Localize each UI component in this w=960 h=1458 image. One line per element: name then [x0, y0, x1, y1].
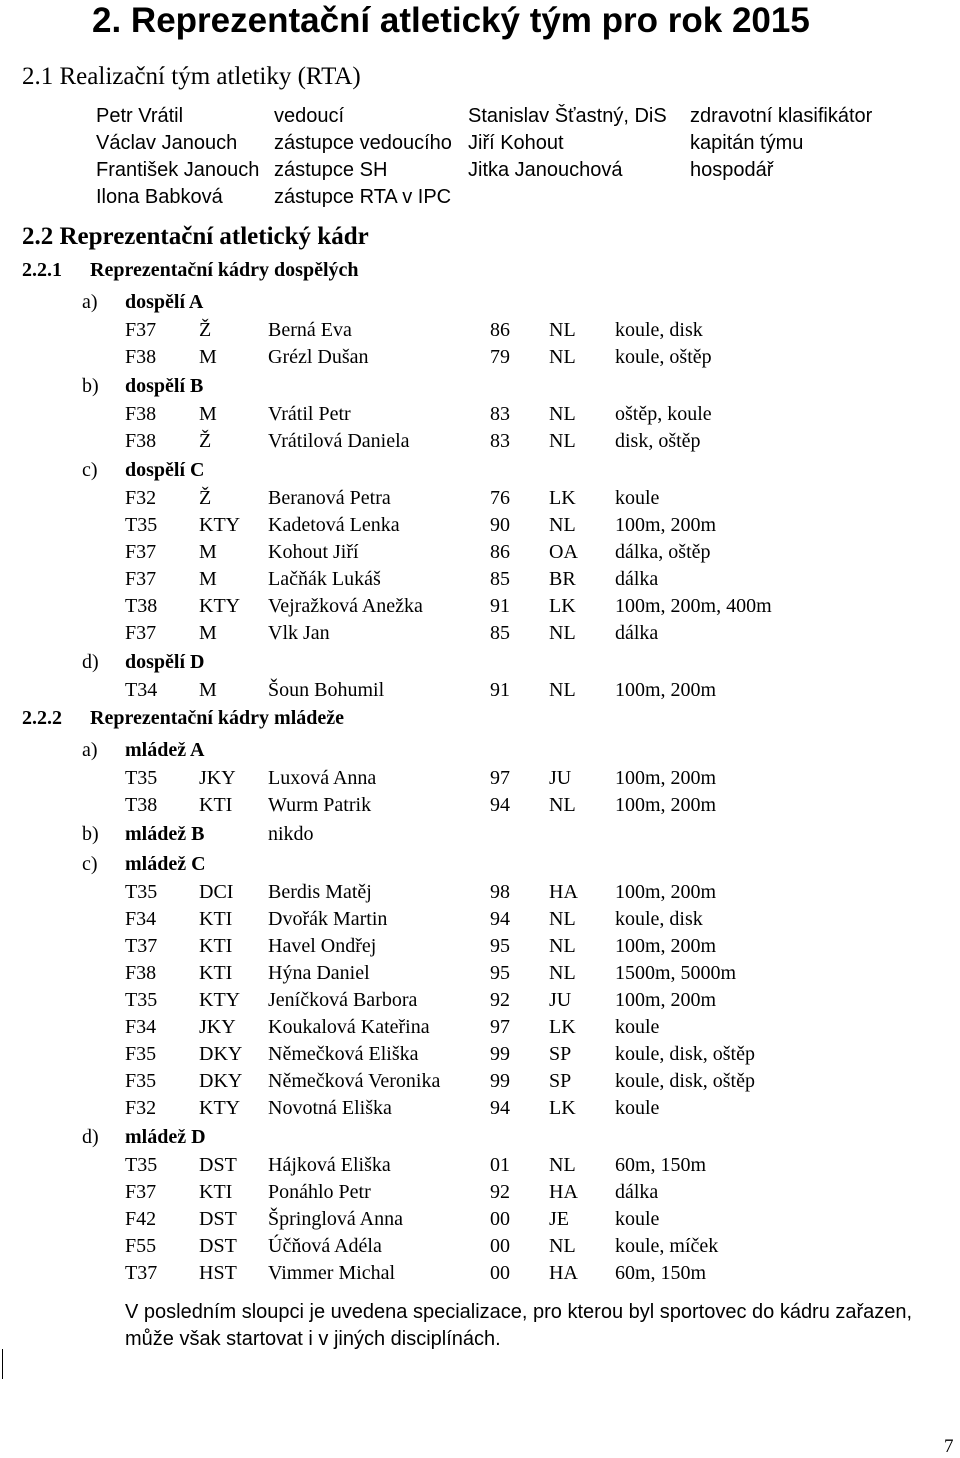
club-cell: NL — [549, 908, 576, 930]
group-name: dospělí D — [125, 651, 205, 673]
staff-role: zástupce SH — [274, 159, 388, 181]
gender-cell: DCI — [199, 881, 234, 903]
athlete-row — [0, 428, 960, 455]
birth-year-cell: 86 — [490, 541, 510, 563]
discipline-cell: koule, disk, oštěp — [615, 1070, 755, 1092]
gender-cell: KTY — [199, 514, 241, 536]
staff-name: Jitka Janouchová — [468, 159, 623, 181]
discipline-cell: 100m, 200m — [615, 935, 717, 957]
discipline-cell: 60m, 150m — [615, 1262, 707, 1284]
club-cell: LK — [549, 595, 576, 617]
text-cursor — [2, 1349, 3, 1379]
discipline-cell: koule, disk, oštěp — [615, 1043, 755, 1065]
athlete-name-cell: Luxová Anna — [268, 767, 377, 789]
club-cell: NL — [549, 430, 576, 452]
squad-group — [0, 820, 960, 849]
gender-cell: KTY — [199, 989, 241, 1011]
club-cell: HA — [549, 1181, 578, 1203]
class-cell: F35 — [125, 1043, 157, 1065]
discipline-cell: koule, oštěp — [615, 346, 712, 368]
gender-cell: Ž — [199, 487, 212, 509]
athlete-row — [0, 879, 960, 906]
athlete-row — [0, 317, 960, 344]
club-cell: NL — [549, 319, 576, 341]
section-number: 2.2.1 — [22, 259, 62, 281]
group-heading — [0, 372, 960, 401]
class-cell: F55 — [125, 1235, 157, 1257]
group-letter: a) — [82, 291, 98, 313]
discipline-cell: oštěp, koule — [615, 403, 712, 425]
athlete-name-cell: Kadetová Lenka — [268, 514, 400, 536]
club-cell: BR — [549, 568, 576, 590]
gender-cell: DST — [199, 1235, 237, 1257]
gender-cell: DKY — [199, 1043, 243, 1065]
class-cell: F37 — [125, 622, 157, 644]
club-cell: JE — [549, 1208, 569, 1230]
athlete-row — [0, 1233, 960, 1260]
athlete-row — [0, 593, 960, 620]
club-cell: SP — [549, 1043, 572, 1065]
discipline-cell: koule — [615, 1016, 660, 1038]
athlete-row — [0, 1206, 960, 1233]
birth-year-cell: 00 — [490, 1262, 510, 1284]
gender-cell: M — [199, 403, 217, 425]
athlete-row — [0, 765, 960, 792]
athlete-row — [0, 933, 960, 960]
section-title: Reprezentační kádry mládeže — [90, 707, 345, 729]
staff-name: Petr Vrátil — [96, 105, 184, 127]
class-cell: T34 — [125, 679, 158, 701]
birth-year-cell: 94 — [490, 908, 510, 930]
group-letter: d) — [82, 1126, 99, 1148]
staff-name: Jiří Kohout — [468, 132, 564, 154]
staff-name: František Janouch — [96, 159, 260, 181]
page-number: 7 — [944, 1436, 954, 1457]
athlete-row — [0, 1068, 960, 1095]
group-letter: d) — [82, 651, 99, 673]
club-cell: NL — [549, 962, 576, 984]
athlete-name-cell: Vrátilová Daniela — [268, 430, 410, 452]
staff-role: hospodář — [690, 159, 774, 181]
discipline-cell: koule — [615, 1097, 660, 1119]
staff-role: zástupce RTA v IPC — [274, 186, 452, 208]
group-name: dospělí C — [125, 459, 205, 481]
staff-role: zástupce vedoucího — [274, 132, 452, 154]
athlete-name-cell: Účňová Adéla — [268, 1235, 382, 1257]
page-title: 2. Reprezentační atletický tým pro rok 2015 — [92, 1, 810, 40]
class-cell: F42 — [125, 1208, 157, 1230]
group-note: nikdo — [268, 823, 314, 845]
athlete-row — [0, 512, 960, 539]
athlete-name-cell: Vimmer Michal — [268, 1262, 396, 1284]
class-cell: F32 — [125, 487, 157, 509]
group-name: mládež A — [125, 739, 205, 761]
class-cell: F38 — [125, 346, 157, 368]
athlete-row — [0, 620, 960, 647]
squad-group — [0, 372, 960, 455]
club-cell: JU — [549, 989, 572, 1011]
discipline-cell: koule — [615, 1208, 660, 1230]
group-name: mládež D — [125, 1126, 206, 1148]
discipline-cell: koule, disk — [615, 319, 703, 341]
class-cell: F34 — [125, 1016, 157, 1038]
squad-group — [0, 456, 960, 647]
club-cell: JU — [549, 767, 572, 789]
athlete-name-cell: Grézl Dušan — [268, 346, 369, 368]
staff-role: kapitán týmu — [690, 132, 804, 154]
gender-cell: DST — [199, 1208, 237, 1230]
athlete-row — [0, 987, 960, 1014]
gender-cell: DKY — [199, 1070, 243, 1092]
group-letter: b) — [82, 375, 99, 397]
gender-cell: KTI — [199, 935, 233, 957]
staff-name: Stanislav Šťastný, DiS — [468, 105, 667, 127]
class-cell: F38 — [125, 430, 157, 452]
athlete-name-cell: Beranová Petra — [268, 487, 391, 509]
birth-year-cell: 83 — [490, 403, 510, 425]
gender-cell: KTI — [199, 794, 233, 816]
gender-cell: Ž — [199, 430, 212, 452]
club-cell: NL — [549, 679, 576, 701]
group-letter: b) — [82, 823, 99, 845]
athlete-name-cell: Jeníčková Barbora — [268, 989, 418, 1011]
birth-year-cell: 92 — [490, 1181, 510, 1203]
athlete-name-cell: Hýna Daniel — [268, 962, 370, 984]
class-cell: T37 — [125, 935, 158, 957]
birth-year-cell: 90 — [490, 514, 510, 536]
athlete-name-cell: Berná Eva — [268, 319, 352, 341]
class-cell: T38 — [125, 595, 158, 617]
gender-cell: M — [199, 568, 217, 590]
section-title: Reprezentační kádry dospělých — [90, 259, 359, 281]
birth-year-cell: 76 — [490, 487, 510, 509]
group-heading — [0, 820, 960, 849]
club-cell: LK — [549, 487, 576, 509]
athlete-name-cell: Wurm Patrik — [268, 794, 372, 816]
gender-cell: KTY — [199, 595, 241, 617]
birth-year-cell: 95 — [490, 962, 510, 984]
gender-cell: M — [199, 622, 217, 644]
group-name: dospělí A — [125, 291, 204, 313]
class-cell: F37 — [125, 1181, 157, 1203]
birth-year-cell: 83 — [490, 430, 510, 452]
section-number: 2.2.2 — [22, 707, 62, 729]
athlete-row — [0, 677, 960, 704]
class-cell: T35 — [125, 1154, 158, 1176]
gender-cell: M — [199, 541, 217, 563]
class-cell: T35 — [125, 767, 158, 789]
group-letter: a) — [82, 739, 98, 761]
club-cell: NL — [549, 403, 576, 425]
discipline-cell: 100m, 200m — [615, 794, 717, 816]
class-cell: F32 — [125, 1097, 157, 1119]
birth-year-cell: 85 — [490, 622, 510, 644]
birth-year-cell: 79 — [490, 346, 510, 368]
discipline-cell: 60m, 150m — [615, 1154, 707, 1176]
staff-name: Ilona Babková — [96, 186, 223, 208]
club-cell: LK — [549, 1016, 576, 1038]
group-heading — [0, 456, 960, 485]
discipline-cell: 100m, 200m — [615, 989, 717, 1011]
athlete-name-cell: Berdis Matěj — [268, 881, 372, 903]
birth-year-cell: 00 — [490, 1208, 510, 1230]
athlete-row — [0, 539, 960, 566]
group-name: mládež C — [125, 853, 206, 875]
club-cell: NL — [549, 622, 576, 644]
birth-year-cell: 01 — [490, 1154, 510, 1176]
club-cell: SP — [549, 1070, 572, 1092]
staff-role: zdravotní klasifikátor — [690, 105, 873, 127]
athlete-name-cell: Dvořák Martin — [268, 908, 388, 930]
discipline-cell: 100m, 200m, 400m — [615, 595, 772, 617]
gender-cell: KTI — [199, 908, 233, 930]
athlete-name-cell: Koukalová Kateřina — [268, 1016, 430, 1038]
athlete-name-cell: Ponáhlo Petr — [268, 1181, 371, 1203]
club-cell: NL — [549, 935, 576, 957]
gender-cell: KTI — [199, 1181, 233, 1203]
athlete-row — [0, 1041, 960, 1068]
birth-year-cell: 94 — [490, 1097, 510, 1119]
athlete-row — [0, 960, 960, 987]
class-cell: F38 — [125, 962, 157, 984]
group-heading — [0, 648, 960, 677]
birth-year-cell: 97 — [490, 767, 510, 789]
class-cell: F34 — [125, 908, 157, 930]
discipline-cell: 100m, 200m — [615, 514, 717, 536]
club-cell: NL — [549, 346, 576, 368]
athlete-name-cell: Hájková Eliška — [268, 1154, 391, 1176]
club-cell: NL — [549, 1235, 576, 1257]
athlete-row — [0, 1152, 960, 1179]
athlete-row — [0, 566, 960, 593]
athlete-row — [0, 1095, 960, 1122]
club-cell: HA — [549, 1262, 578, 1284]
athlete-row — [0, 1179, 960, 1206]
birth-year-cell: 91 — [490, 679, 510, 701]
athlete-row — [0, 401, 960, 428]
staff-name: Václav Janouch — [96, 132, 238, 154]
rta-heading: 2.1 Realizační tým atletiky (RTA) — [22, 63, 361, 90]
gender-cell: KTY — [199, 1097, 241, 1119]
class-cell: F37 — [125, 319, 157, 341]
athlete-name-cell: Kohout Jiří — [268, 541, 359, 563]
birth-year-cell: 91 — [490, 595, 510, 617]
athlete-row — [0, 1014, 960, 1041]
kadr-heading: 2.2 Reprezentační atletický kádr — [22, 223, 369, 250]
class-cell: F35 — [125, 1070, 157, 1092]
athlete-name-cell: Vejražková Anežka — [268, 595, 423, 617]
group-letter: c) — [82, 853, 98, 875]
club-cell: HA — [549, 881, 578, 903]
gender-cell: Ž — [199, 319, 212, 341]
birth-year-cell: 00 — [490, 1235, 510, 1257]
class-cell: F37 — [125, 568, 157, 590]
class-cell: F37 — [125, 541, 157, 563]
birth-year-cell: 92 — [490, 989, 510, 1011]
squad-group — [0, 736, 960, 819]
athlete-row — [0, 792, 960, 819]
discipline-cell: 100m, 200m — [615, 767, 717, 789]
birth-year-cell: 99 — [490, 1043, 510, 1065]
group-name: mládež B — [125, 823, 205, 845]
group-heading — [0, 736, 960, 765]
athlete-name-cell: Lačňák Lukáš — [268, 568, 381, 590]
discipline-cell: disk, oštěp — [615, 430, 701, 452]
birth-year-cell: 85 — [490, 568, 510, 590]
group-name: dospělí B — [125, 375, 204, 397]
gender-cell: KTI — [199, 962, 233, 984]
athlete-name-cell: Vlk Jan — [268, 622, 330, 644]
gender-cell: DST — [199, 1154, 237, 1176]
discipline-cell: dálka — [615, 568, 659, 590]
discipline-cell: dálka — [615, 1181, 659, 1203]
group-letter: c) — [82, 459, 98, 481]
birth-year-cell: 95 — [490, 935, 510, 957]
gender-cell: M — [199, 679, 217, 701]
group-heading — [0, 850, 960, 879]
club-cell: NL — [549, 794, 576, 816]
class-cell: T35 — [125, 989, 158, 1011]
discipline-cell: 1500m, 5000m — [615, 962, 737, 984]
class-cell: T38 — [125, 794, 158, 816]
athlete-name-cell: Němečková Veronika — [268, 1070, 441, 1092]
club-cell: NL — [549, 514, 576, 536]
athlete-name-cell: Špringlová Anna — [268, 1208, 403, 1230]
athlete-name-cell: Havel Ondřej — [268, 935, 377, 957]
discipline-cell: koule, míček — [615, 1235, 719, 1257]
class-cell: T35 — [125, 881, 158, 903]
athlete-row — [0, 906, 960, 933]
squad-group — [0, 1123, 960, 1287]
group-heading — [0, 288, 960, 317]
birth-year-cell: 86 — [490, 319, 510, 341]
squad-group — [0, 288, 960, 371]
athlete-name-cell: Šoun Bohumil — [268, 679, 385, 701]
squad-group — [0, 648, 960, 704]
staff-role: vedoucí — [274, 105, 345, 127]
club-cell: NL — [549, 1154, 576, 1176]
birth-year-cell: 94 — [490, 794, 510, 816]
athlete-row — [0, 485, 960, 512]
birth-year-cell: 97 — [490, 1016, 510, 1038]
gender-cell: HST — [199, 1262, 237, 1284]
discipline-cell: koule, disk — [615, 908, 703, 930]
discipline-cell: 100m, 200m — [615, 881, 717, 903]
class-cell: T37 — [125, 1262, 158, 1284]
gender-cell: JKY — [199, 767, 236, 789]
athlete-name-cell: Novotná Eliška — [268, 1097, 392, 1119]
gender-cell: M — [199, 346, 217, 368]
athlete-name-cell: Němečková Eliška — [268, 1043, 419, 1065]
group-heading — [0, 1123, 960, 1152]
class-cell: T35 — [125, 514, 158, 536]
class-cell: F38 — [125, 403, 157, 425]
athlete-row — [0, 1260, 960, 1287]
club-cell: OA — [549, 541, 578, 563]
birth-year-cell: 99 — [490, 1070, 510, 1092]
footnote: V posledním sloupci je uvedena specializace, pro kterou byl sportovec do kádru zařazen, může však startovat i v jiných disciplínách. — [125, 1301, 913, 1350]
club-cell: LK — [549, 1097, 576, 1119]
discipline-cell: dálka, oštěp — [615, 541, 711, 563]
gender-cell: JKY — [199, 1016, 236, 1038]
discipline-cell: dálka — [615, 622, 659, 644]
discipline-cell: koule — [615, 487, 660, 509]
squad-group — [0, 850, 960, 1122]
athlete-row — [0, 344, 960, 371]
birth-year-cell: 98 — [490, 881, 510, 903]
discipline-cell: 100m, 200m — [615, 679, 717, 701]
athlete-name-cell: Vrátil Petr — [268, 403, 351, 425]
